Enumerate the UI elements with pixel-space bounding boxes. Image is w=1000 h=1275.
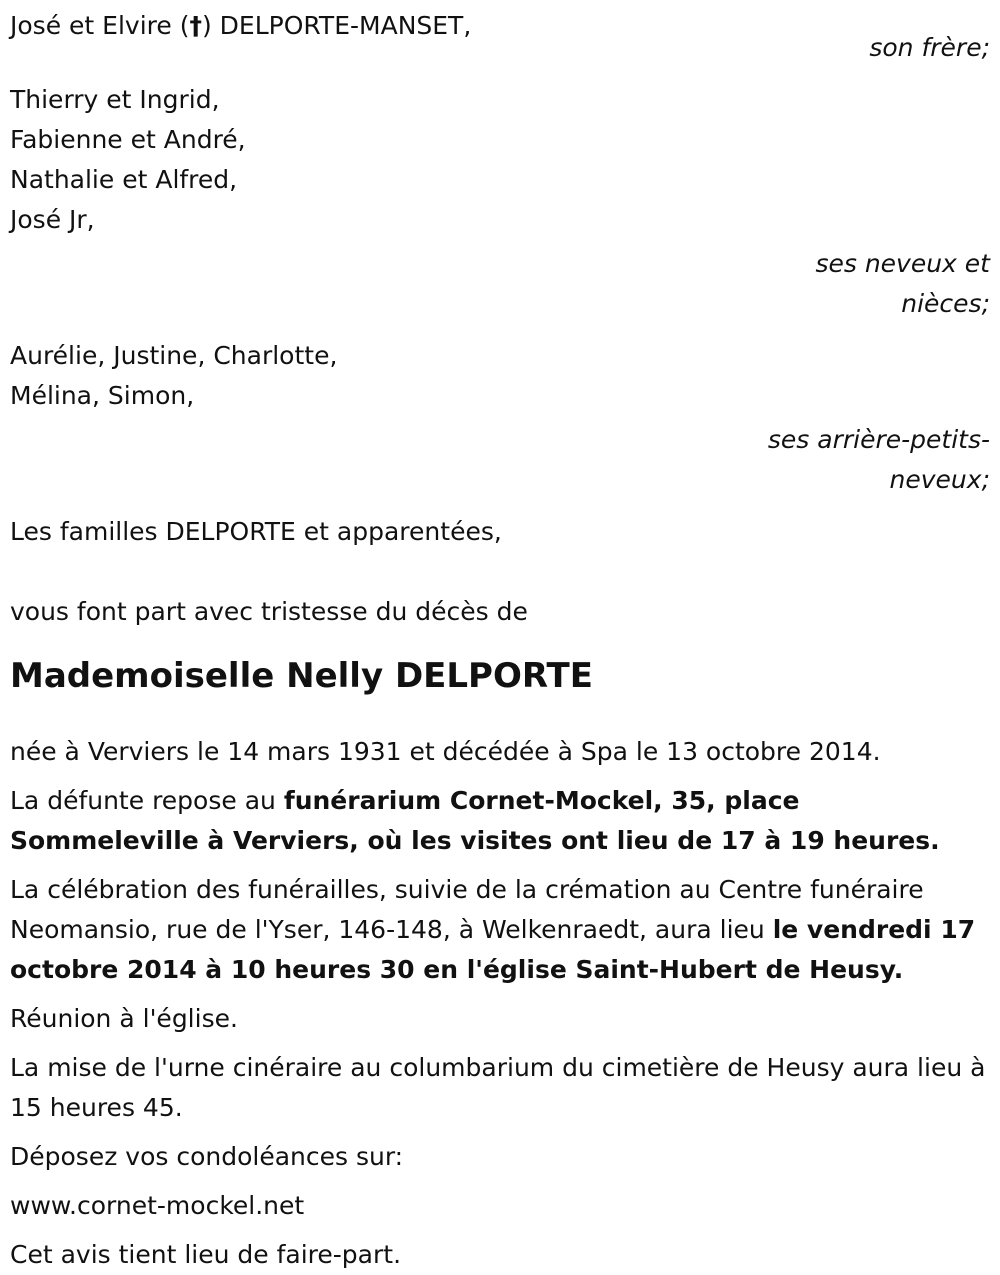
brother-role: son frère; (869, 33, 990, 62)
deceased-name: Mademoiselle Nelly DELPORTE (10, 656, 593, 696)
nephew-line: José Jr, (10, 205, 95, 234)
brother-names: José et Elvire ( (10, 11, 190, 40)
announcement-line: vous font part avec tristesse du décès de (10, 597, 528, 626)
urn-text: La mise de l'urne cinéraire au columbarium du cimetière de Heusy aura lieu à 15 heures 45. (10, 1053, 986, 1122)
funeral-date-place: le vendredi 17 octobre 2014 à 10 heures 30 en l'église Saint-Hubert de Heusy. (10, 915, 976, 984)
funeral-intro: La célébration des funérailles, suivie de la crémation au Centre funéraire Neomansio, rue de l'Yser, 146-148, à Welkenraedt, aura lieu (10, 875, 924, 944)
grand-nephew-line: Aurélie, Justine, Charlotte, (10, 341, 338, 370)
reunion-text: Réunion à l'église. (10, 1004, 238, 1033)
brother-surname: ) DELPORTE-MANSET, (201, 11, 472, 40)
families-line: Les familles DELPORTE et apparentées, (10, 517, 502, 546)
nephews-role-line-1: ses neveux et (815, 249, 990, 278)
funeral-text (10, 870, 990, 990)
nephews-role-line-2: nièces; (901, 289, 990, 318)
condolences-text: Déposez vos condoléances sur: (10, 1142, 404, 1171)
obituary-notice (10, 6, 990, 1275)
grand-nephews-role-line-2: neveux; (889, 465, 990, 494)
nephew-line: Nathalie et Alfred, (10, 165, 238, 194)
birth-death-text: née à Verviers le 14 mars 1931 et décédée à Spa le 13 octobre 2014. (10, 737, 881, 766)
repose-location: funérarium Cornet-Mockel, 35, place Sommeleville à Verviers, où les visites ont lieu de 17 à 19 heures. (10, 786, 940, 855)
grand-nephews-role-line-1: ses arrière-petits- (767, 425, 990, 454)
closing-text: Cet avis tient lieu de faire-part. (10, 1240, 402, 1269)
grand-nephew-line: Mélina, Simon, (10, 381, 195, 410)
website-link[interactable]: www.cornet-mockel.net (10, 1191, 305, 1220)
nephew-line: Thierry et Ingrid, (10, 85, 220, 114)
repose-text (10, 781, 990, 861)
cross-icon: † (189, 11, 202, 40)
repose-intro: La défunte repose au (10, 786, 284, 815)
nephew-line: Fabienne et André, (10, 125, 246, 154)
